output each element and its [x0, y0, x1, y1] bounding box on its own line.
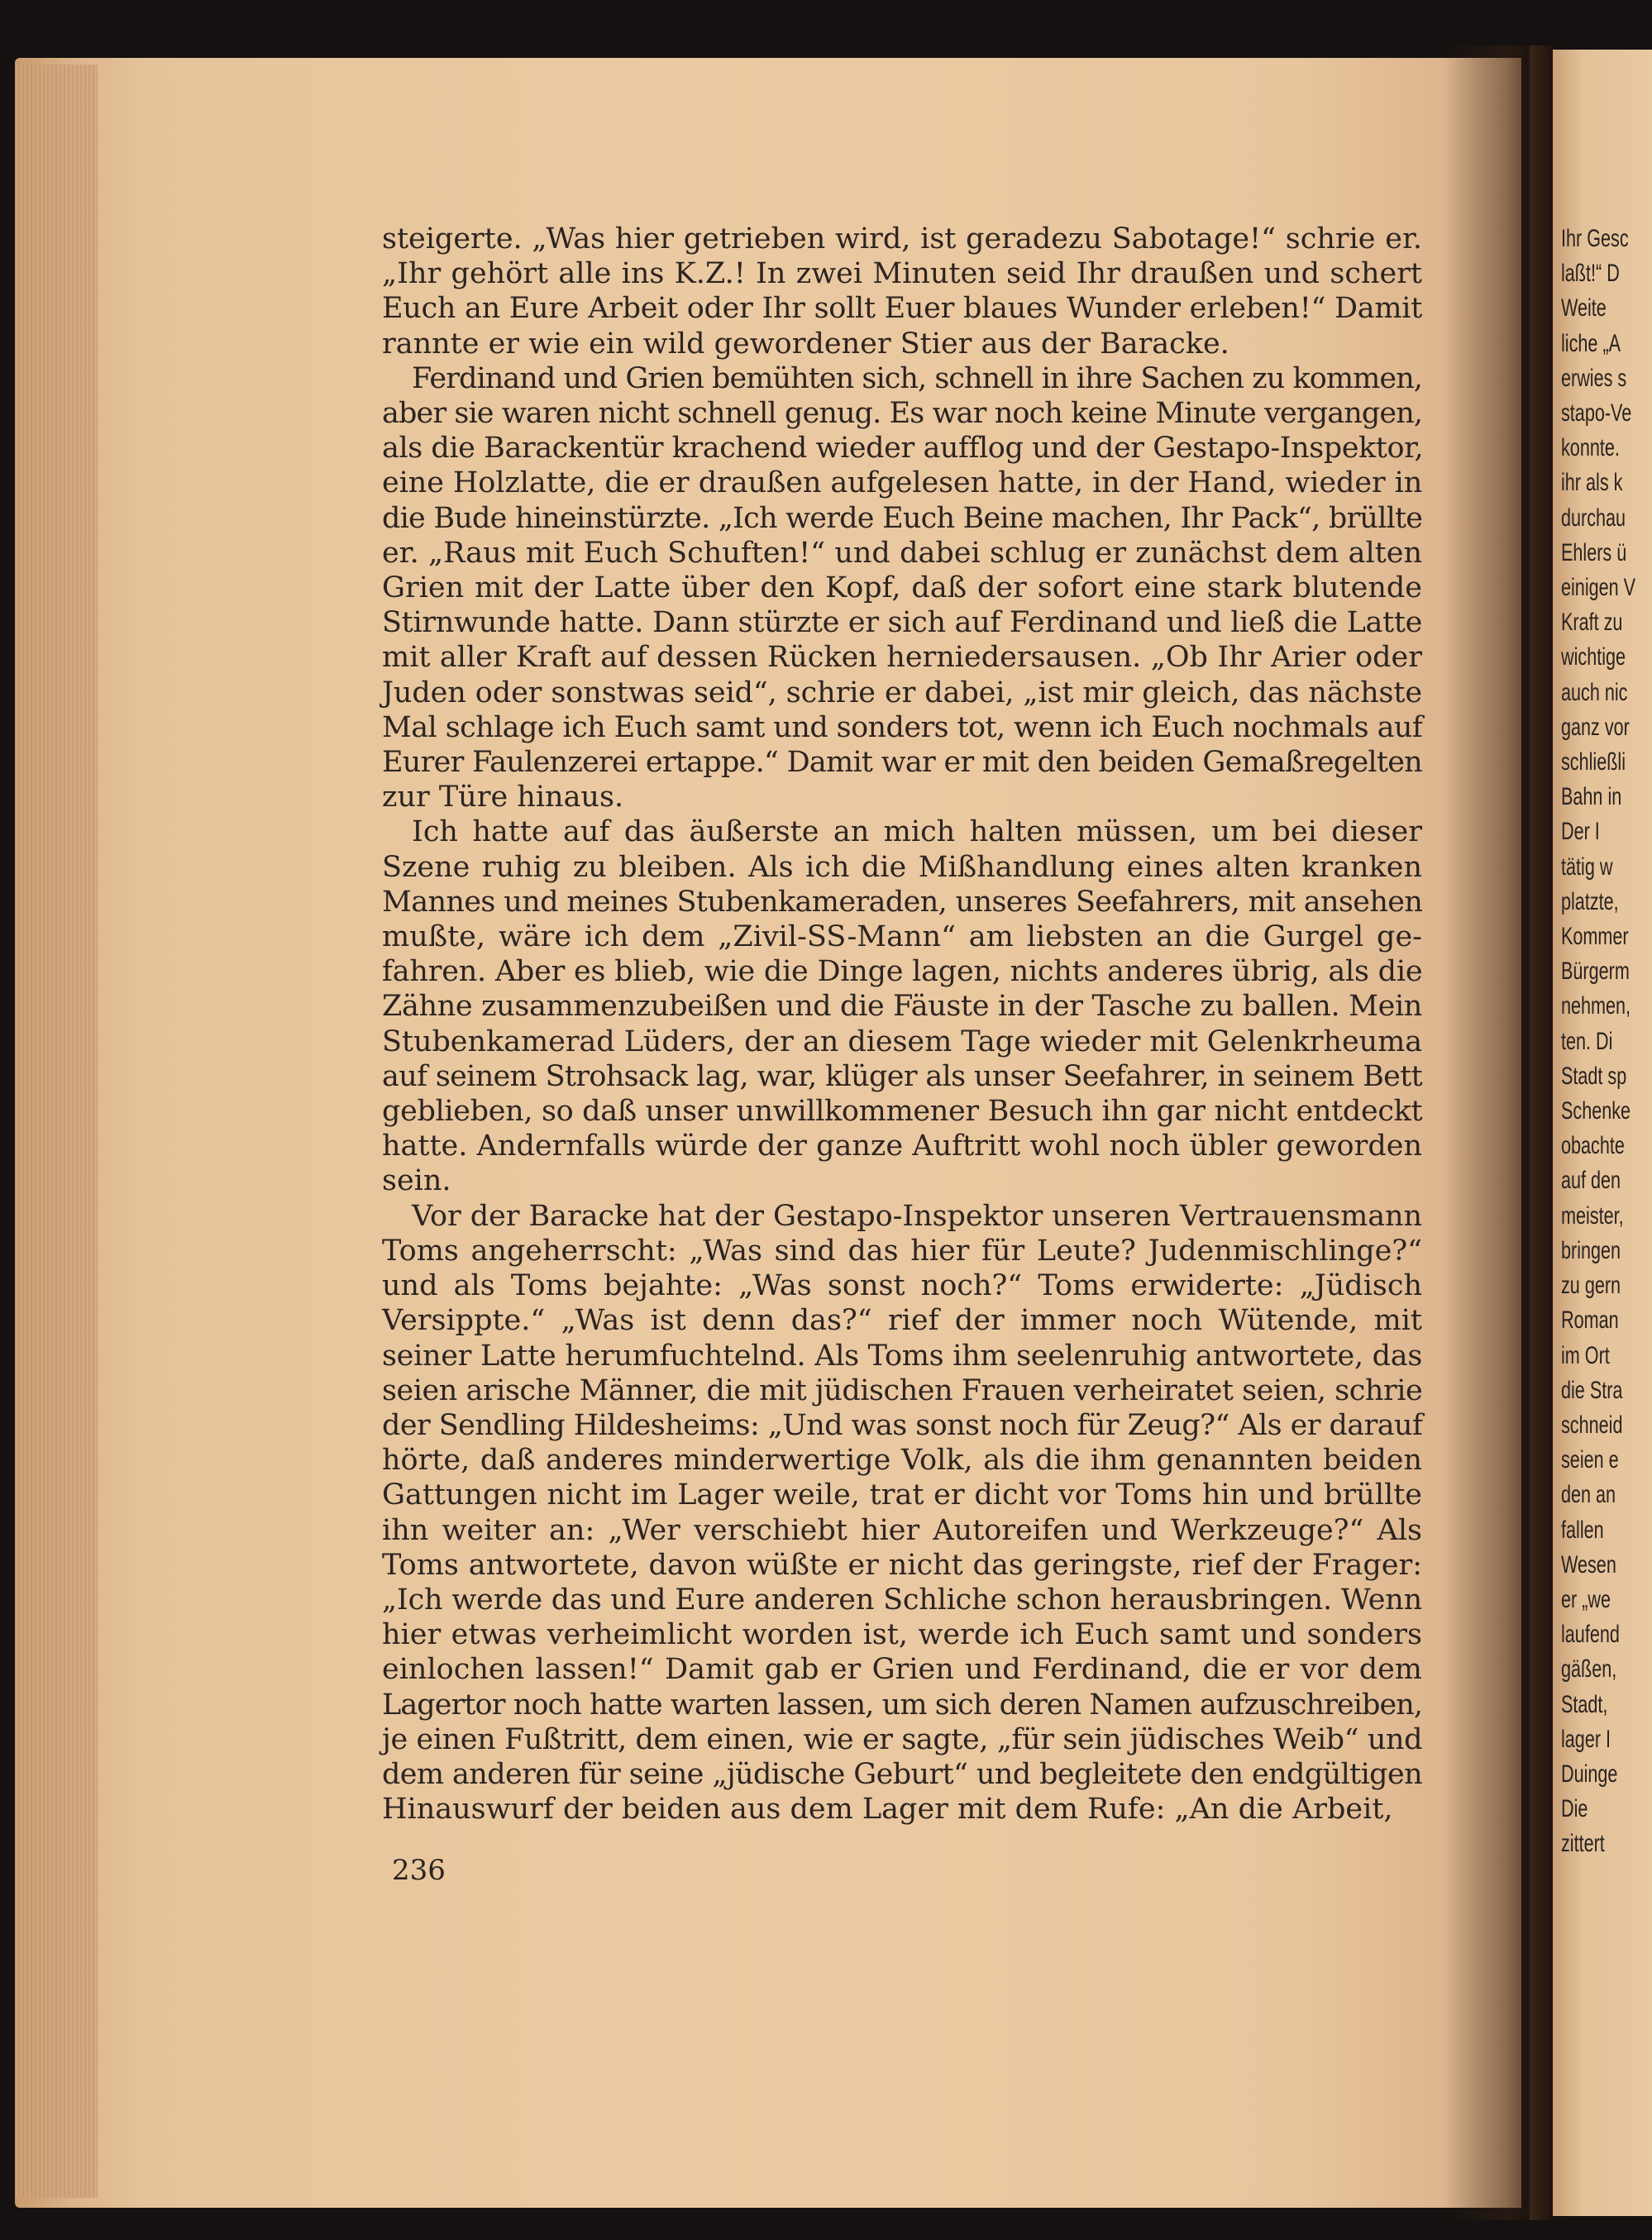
- facing-page-fragment: Kommer: [1561, 923, 1629, 951]
- text-line: Hinauswurf der beiden aus dem Lager mit dem Rufe: „An die Arbeit,: [382, 1793, 1393, 1827]
- text-line: Szene ruhig zu bleiben. Als ich die Mißhandlung eines alten kranken: [382, 850, 1422, 884]
- text-line: einlochen lassen!“ Damit gab er Grien und Ferdinand, die er vor dem: [382, 1653, 1422, 1687]
- facing-page-fragment: Bürgerm: [1561, 958, 1630, 986]
- paragraph: [382, 1199, 1422, 1827]
- text-line: „Ich werde das und Eure anderen Schliche schon herausbringen. Wenn: [382, 1583, 1422, 1617]
- text-line: Vor der Baracke hat der Gestapo-Inspektor unseren Vertrauensmann: [412, 1199, 1422, 1233]
- page-number: 236: [392, 1854, 446, 1887]
- text-line: auf seinem Strohsack lag, war, klüger als unser Seefahrer, in seinem Bett: [382, 1059, 1422, 1093]
- facing-page-fragment: stapo-Ve: [1561, 399, 1632, 427]
- text-line: seiner Latte herumfuchtelnd. Als Toms ihm seelenruhig antwortete, das: [382, 1339, 1422, 1373]
- facing-page-fragment: seien e: [1561, 1446, 1619, 1474]
- text-line: zur Türe hinaus.: [382, 781, 624, 814]
- facing-page-fragment: Die: [1561, 1795, 1588, 1823]
- facing-page-fragment: ganz vor: [1561, 713, 1630, 741]
- facing-page-fragment: nehmen,: [1561, 992, 1631, 1020]
- facing-page-fragment: meister,: [1561, 1201, 1624, 1230]
- text-line: hier etwas verheimlicht worden ist, werde ich Euch samt und sonders: [382, 1618, 1422, 1652]
- text-line: geblieben, so daß unser unwillkommener Besuch ihn gar nicht entdeckt: [382, 1095, 1423, 1129]
- facing-page-fragment: Duinge: [1561, 1760, 1618, 1788]
- text-line: hatte. Andernfalls würde der ganze Auftritt wohl noch übler geworden: [382, 1130, 1422, 1163]
- text-line: seien arische Männer, die mit jüdischen Frauen verheiratet seien, schrie: [382, 1373, 1423, 1407]
- facing-page-fragment: Ihr Gesc: [1561, 225, 1629, 252]
- facing-page-fragment: im Ort: [1561, 1341, 1610, 1369]
- facing-page-fragment: Bahn in: [1561, 783, 1622, 811]
- facing-page-fragment: er „we: [1561, 1585, 1611, 1613]
- paragraph: [382, 814, 1422, 1198]
- facing-page-fragment: schneid: [1561, 1411, 1623, 1439]
- book-gutter: [1530, 45, 1554, 2220]
- facing-page-fragment: bringen: [1561, 1236, 1621, 1264]
- text-line: steigerte. „Was hier getrieben wird, ist geradezu Sabotage!“ schrie er.: [382, 222, 1422, 256]
- facing-page-fragment: durchau: [1561, 504, 1626, 532]
- text-line: Juden oder sonstwas seid“, schrie er dabei, „ist mir gleich, das nächste: [382, 676, 1422, 709]
- facing-page-fragment: wichtige: [1561, 643, 1626, 671]
- facing-page-fragment: liche „A: [1561, 329, 1621, 357]
- page-body-text: [382, 222, 1422, 1827]
- facing-page-fragment: einigen V: [1561, 574, 1636, 602]
- text-line: Ich hatte auf das äußerste an mich halten müssen, um bei dieser: [412, 815, 1422, 849]
- text-line: je einen Fußtritt, dem einen, wie er sagte, „für sein jüdisches Weib“ und: [382, 1722, 1423, 1756]
- text-line: die Bude hineinstürzte. „Ich werde Euch Beine machen, Ihr Pack“, brüllte: [382, 501, 1423, 535]
- text-line: mußte, wäre ich dem „Zivil-SS-Mann“ am liebsten an die Gurgel ge-: [382, 920, 1422, 954]
- facing-page-fragment: zu gern: [1561, 1272, 1621, 1300]
- facing-page-fragment: tätig w: [1561, 853, 1613, 881]
- facing-page-fragment: erwies s: [1561, 364, 1627, 392]
- facing-page-fragment: Kraft zu: [1561, 609, 1623, 637]
- facing-page-fragment: laßt!“ D: [1561, 260, 1620, 288]
- facing-page-fragment: obachte: [1561, 1132, 1625, 1160]
- text-line: Euch an Eure Arbeit oder Ihr sollt Euer blaues Wunder erleben!“ Damit: [382, 292, 1422, 326]
- text-line: hörte, daß anderes minderwertige Volk, als die ihm genannten beiden: [382, 1444, 1422, 1478]
- facing-page-fragment: auch nic: [1561, 678, 1628, 706]
- facing-page-fragment: Ehlers ü: [1561, 538, 1627, 566]
- facing-page-fragment: laufend: [1561, 1621, 1620, 1649]
- text-line: „Ihr gehört alle ins K.Z.! In zwei Minuten seid Ihr draußen und schert: [382, 257, 1422, 291]
- facing-page-fragment: Stadt,: [1561, 1690, 1608, 1718]
- text-line: als die Barackentür krachend wieder aufflog und der Gestapo-Inspektor,: [382, 432, 1424, 466]
- facing-page-fragment: Stadt sp: [1561, 1062, 1627, 1090]
- text-line: Ferdinand und Grien bemühten sich, schnell in ihre Sachen zu kommen,: [412, 361, 1422, 395]
- text-line: Toms antwortete, davon wüßte er nicht das geringste, rief der Frager:: [382, 1548, 1422, 1582]
- text-line: Mal schlage ich Euch samt und sonders tot, wenn ich Euch nochmals auf: [382, 710, 1423, 744]
- facing-page-fragment: konnte.: [1561, 434, 1620, 462]
- paragraph: [382, 361, 1422, 815]
- facing-page-fragment: Weite: [1561, 294, 1607, 322]
- text-line: er. „Raus mit Euch Schuften!“ und dabei schlug er zunächst dem alten: [382, 536, 1422, 570]
- facing-page-fragment: schließli: [1561, 748, 1626, 776]
- text-line: und als Toms bejahte: „Was sonst noch?“ Toms erwiderte: „Jüdisch: [382, 1269, 1422, 1303]
- text-line: sein.: [382, 1164, 451, 1198]
- text-line: Grien mit der Latte über den Kopf, daß der sofort eine stark blutende: [382, 571, 1422, 605]
- facing-page-fragment: Wesen: [1561, 1550, 1616, 1579]
- text-line: aber sie waren nicht schnell genug. Es war noch keine Minute vergangen,: [382, 397, 1423, 431]
- facing-page-fragment: platzte,: [1561, 887, 1619, 915]
- text-line: der Sendling Hildesheims: „Und was sonst noch für Zeug?“ Als er darauf: [382, 1408, 1423, 1442]
- text-line: rannte er wie ein wild gewordener Stier aus der Baracke.: [382, 327, 1229, 361]
- facing-page-fragment: den an: [1561, 1481, 1616, 1509]
- facing-page-fragment: die Stra: [1561, 1376, 1623, 1404]
- text-line: Gattungen nicht im Lager weile, trat er dicht vor Toms hin und brüllte: [382, 1478, 1422, 1512]
- text-line: mit aller Kraft auf dessen Rücken herniedersausen. „Ob Ihr Arier oder: [382, 641, 1422, 675]
- page-fore-edge: [15, 64, 98, 2198]
- text-line: Toms angeherrscht: „Was sind das hier für Leute? Judenmischlinge?“: [382, 1234, 1422, 1268]
- text-line: Mannes und meines Stubenkameraden, unseres Seefahrers, mit ansehen: [382, 885, 1423, 919]
- text-line: Zähne zusammenzubeißen und die Fäuste in der Tasche zu ballen. Mein: [382, 990, 1422, 1024]
- facing-page-text-fragments: [1561, 222, 1652, 1862]
- text-line: Lagertor noch hatte warten lassen, um sich deren Namen aufzuschreiben,: [382, 1688, 1423, 1722]
- facing-page-fragment: ten. Di: [1561, 1027, 1613, 1055]
- text-line: fahren. Aber es blieb, wie die Dinge lagen, nichts anderes übrig, als die: [382, 955, 1423, 989]
- text-line: eine Holzlatte, die er draußen aufgelesen hatte, in der Hand, wieder in: [382, 466, 1423, 500]
- facing-page-fragment: lager I: [1561, 1725, 1611, 1753]
- text-line: Stubenkamerad Lüders, der an diesem Tage wieder mit Gelenkrheuma: [382, 1024, 1423, 1058]
- text-line: ihn weiter an: „Wer verschiebt hier Autoreifen und Werkzeuge?“ Als: [382, 1513, 1422, 1547]
- facing-page-fragment: gäßen,: [1561, 1655, 1617, 1684]
- text-line: Eurer Faulenzerei ertappe.“ Damit war er mit den beiden Gemaßregelten: [382, 746, 1422, 780]
- facing-page-fragment: fallen: [1561, 1516, 1604, 1544]
- text-line: dem anderen für seine „jüdische Geburt“ und begleitete den endgültigen: [382, 1757, 1422, 1791]
- facing-page-fragment: zittert: [1561, 1830, 1605, 1858]
- facing-page-fragment: auf den: [1561, 1167, 1621, 1195]
- facing-page-fragment: Der I: [1561, 818, 1600, 846]
- paragraph: [382, 222, 1422, 361]
- facing-page-fragment: ihr als k: [1561, 469, 1623, 497]
- facing-page-fragment: Schenke: [1561, 1097, 1631, 1125]
- text-line: Stirnwunde hatte. Dann stürzte er sich auf Ferdinand und ließ die Latte: [382, 606, 1423, 640]
- facing-page-fragment: Roman: [1561, 1306, 1619, 1335]
- text-line: Versippte.“ „Was ist denn das?“ rief der immer noch Wütende, mit: [382, 1304, 1422, 1338]
